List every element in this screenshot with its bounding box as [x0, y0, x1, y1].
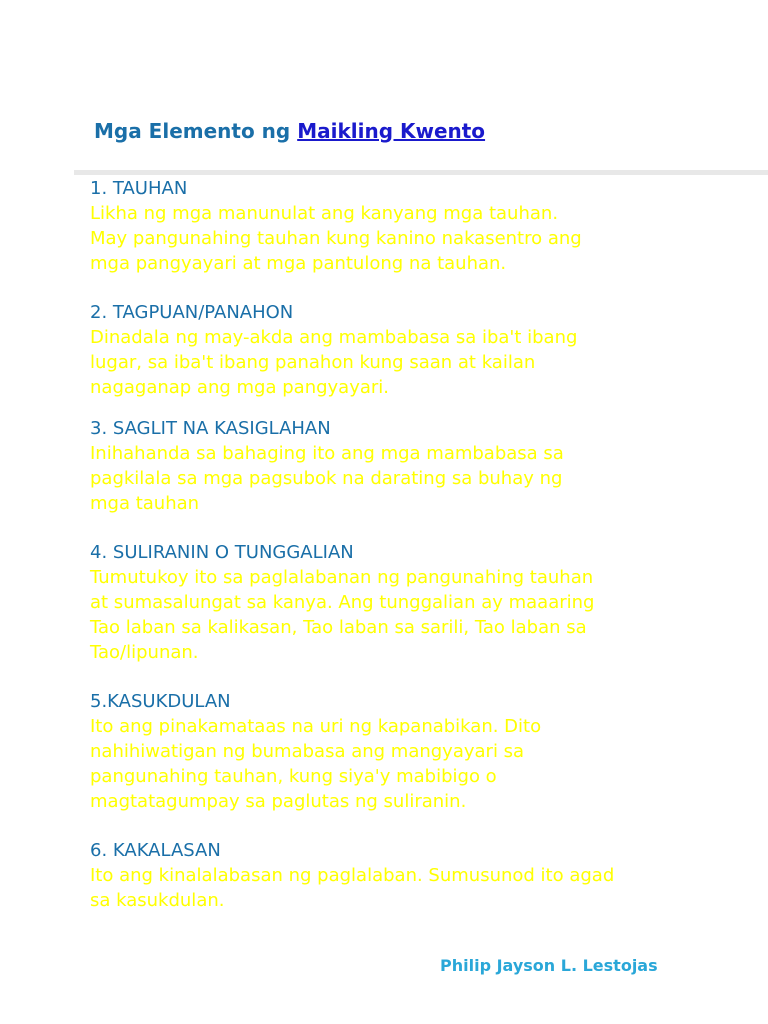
section-tagpuan — [90, 300, 577, 400]
section-text-line: nagaganap ang mga pangyayari. — [90, 377, 390, 398]
section-heading: 6. KAKALASAN — [90, 840, 221, 861]
section-text-line: mga pangyayari at mga pantulong na tauhan. — [90, 253, 507, 274]
section-text-line: May pangunahing tauhan kung kanino nakasentro ang — [90, 228, 582, 249]
section-text-line: nahihiwatigan ng bumabasa ang mangyayari sa — [90, 741, 525, 762]
section-tauhan — [90, 176, 582, 276]
section-text-line: lugar, sa iba't ibang panahon kung saan at kailan — [90, 352, 536, 373]
section-text-line: Tao laban sa kalikasan, Tao laban sa sarili, Tao laban sa — [90, 617, 587, 638]
section-text-line: Tao/lipunan. — [90, 642, 199, 663]
title-link[interactable]: Maikling Kwento — [297, 119, 486, 143]
document-title — [94, 116, 485, 146]
section-text-line: Dinadala ng may-akda ang mambabasa sa iba't ibang — [90, 327, 578, 348]
section-heading: 3. SAGLIT NA KASIGLAHAN — [90, 418, 331, 439]
section-kakalasan — [90, 838, 614, 913]
section-text-line: Tumutukoy ito sa paglalabanan ng pangunahing tauhan — [90, 567, 594, 588]
section-text-line: pangunahing tauhan, kung siya'y mabibigo o — [90, 766, 497, 787]
divider — [74, 170, 768, 175]
section-text-line: pagkilala sa mga pagsubok na darating sa buhay ng — [90, 468, 563, 489]
section-text-line: Ito ang pinakamataas na uri ng kapanabikan. Dito — [90, 716, 542, 737]
section-heading: 1. TAUHAN — [90, 178, 188, 199]
section-text-line: Ito ang kinalalabasan ng paglalaban. Sumusunod ito agad — [90, 865, 615, 886]
section-text-line: Inihahanda sa bahaging ito ang mga mambabasa sa — [90, 443, 564, 464]
section-heading: 5.KASUKDULAN — [90, 691, 231, 712]
section-saglit — [90, 416, 564, 516]
title-prefix: Mga Elemento ng — [94, 119, 298, 143]
author-name: Philip Jayson L. Lestojas — [440, 956, 658, 975]
section-heading: 4. SULIRANIN O TUNGGALIAN — [90, 542, 354, 563]
section-kasukdulan — [90, 689, 541, 814]
section-suliranin — [90, 540, 594, 665]
section-heading: 2. TAGPUAN/PANAHON — [90, 302, 294, 323]
section-text-line: magtatagumpay sa paglutas ng suliranin. — [90, 791, 467, 812]
section-text-line: Likha ng mga manunulat ang kanyang mga tauhan. — [90, 203, 559, 224]
section-text-line: mga tauhan — [90, 493, 200, 514]
section-text-line: sa kasukdulan. — [90, 890, 225, 911]
section-text-line: at sumasalungat sa kanya. Ang tunggalian ay maaaring — [90, 592, 595, 613]
